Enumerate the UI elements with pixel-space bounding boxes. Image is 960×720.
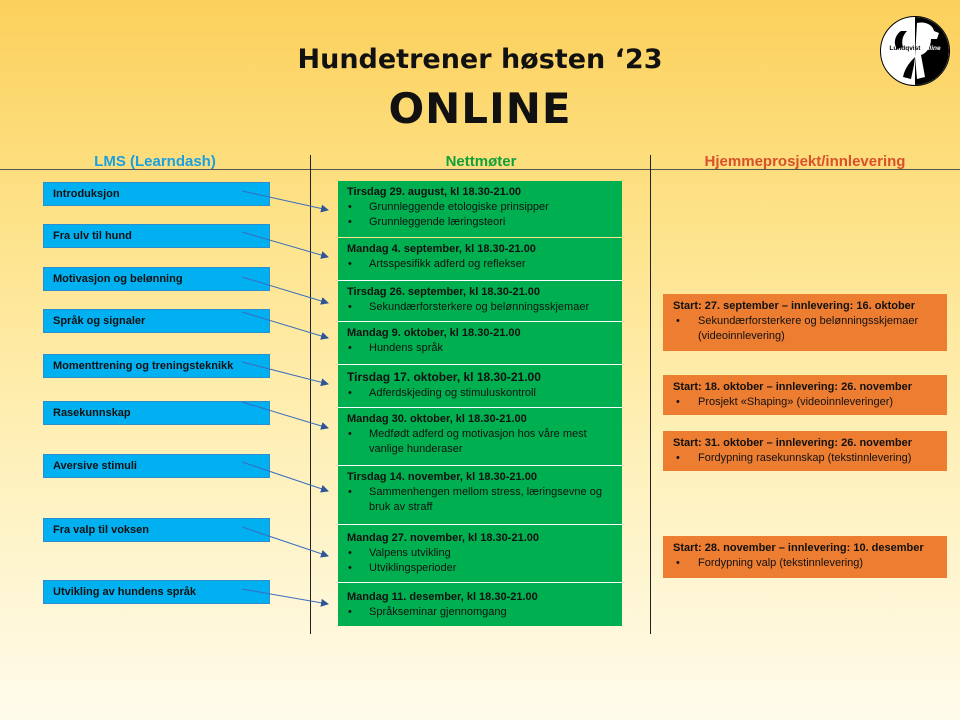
meeting-bullet: • Språkseminar gjennomgang bbox=[347, 605, 616, 620]
meeting-title: Mandag 27. november, kl 18.30-21.00 bbox=[347, 532, 539, 544]
column-heading-nettmoter: Nettmøter bbox=[445, 153, 517, 170]
logo-text: LundqvistOnline bbox=[889, 45, 941, 52]
connector-arrow bbox=[242, 362, 328, 384]
lms-item-aversive-stimuli[interactable]: Aversive stimuli bbox=[43, 454, 270, 478]
meeting-bullet: • Valpens utvikling bbox=[347, 546, 616, 561]
connector-arrow bbox=[242, 589, 328, 604]
page-subtitle: ONLINE bbox=[388, 84, 572, 133]
lms-item-motivasjon[interactable]: Motivasjon og belønning bbox=[43, 267, 270, 291]
homework-title: Start: 27. september – innlevering: 16. oktober bbox=[673, 300, 916, 312]
lms-item-rasekunnskap[interactable]: Rasekunnskap bbox=[43, 401, 270, 425]
meeting-bullet: • Medfødt adferd og motivasjon hos våre mest vanlige hunderaser bbox=[347, 427, 616, 457]
meeting-bullet: • Utviklingsperioder bbox=[347, 561, 616, 576]
lms-item-utvikling-sprak[interactable]: Utvikling av hundens språk bbox=[43, 580, 270, 604]
column-heading-hjemmeprosjekt: Hjemmeprosjekt/innlevering bbox=[704, 153, 906, 170]
meeting-bullet: • Grunnleggende læringsteori bbox=[347, 215, 616, 230]
meeting-title: Mandag 9. oktober, kl 18.30-21.00 bbox=[347, 327, 521, 339]
meeting-title: Mandag 4. september, kl 18.30-21.00 bbox=[347, 243, 536, 255]
connector-arrow bbox=[242, 402, 328, 428]
meeting-bullet: • Artsspesifikk adferd og reflekser bbox=[347, 257, 616, 272]
connector-arrow bbox=[242, 232, 328, 257]
meeting-title: Tirsdag 26. september, kl 18.30-21.00 bbox=[347, 286, 541, 298]
connector-arrow bbox=[242, 277, 328, 303]
meeting-bullet: • Adferdskjeding og stimuluskontroll bbox=[347, 386, 616, 401]
homework-title: Start: 18. oktober – innlevering: 26. november bbox=[673, 381, 913, 393]
homework-bullet: • Sekundærforsterkere og belønningsskjemaer (videoinnlevering) bbox=[673, 314, 941, 344]
meeting-bullet: • Sekundærforsterkere og belønningsskjemaer bbox=[347, 300, 616, 315]
meeting-bullet: • Hundens språk bbox=[347, 341, 616, 356]
connector-arrow bbox=[242, 527, 328, 556]
connector-arrow bbox=[242, 462, 328, 491]
homework-title: Start: 28. november – innlevering: 10. desember bbox=[673, 542, 924, 554]
connector-arrow bbox=[242, 191, 328, 210]
meeting-title: Tirsdag 17. oktober, kl 18.30-21.00 bbox=[347, 370, 541, 384]
meeting-title: Mandag 30. oktober, kl 18.30-21.00 bbox=[347, 413, 527, 425]
homework-bullet: • Fordypning valp (tekstinnlevering) bbox=[673, 556, 941, 571]
lms-item-fra-ulv-til-hund[interactable]: Fra ulv til hund bbox=[43, 224, 270, 248]
page-title: Hundetrener høsten ‘23 bbox=[297, 44, 663, 75]
meeting-title: Mandag 11. desember, kl 18.30-21.00 bbox=[347, 591, 538, 603]
meeting-title: Tirsdag 14. november, kl 18.30-21.00 bbox=[347, 471, 537, 483]
connector-arrow bbox=[242, 312, 328, 338]
meeting-bullet: • Sammenhengen mellom stress, læringsevne og bruk av straff bbox=[347, 485, 616, 515]
lms-item-momenttrening[interactable]: Momenttrening og treningsteknikk bbox=[43, 354, 270, 378]
homework-title: Start: 31. oktober – innlevering: 26. november bbox=[673, 437, 913, 449]
lms-item-fra-valp-til-voksen[interactable]: Fra valp til voksen bbox=[43, 518, 270, 542]
meeting-title: Tirsdag 29. august, kl 18.30-21.00 bbox=[347, 186, 522, 198]
lms-item-introduksjon[interactable]: Introduksjon bbox=[43, 182, 270, 206]
lms-item-sprak-og-signaler[interactable]: Språk og signaler bbox=[43, 309, 270, 333]
meeting-bullet: • Grunnleggende etologiske prinsipper bbox=[347, 200, 616, 215]
homework-bullet: • Prosjekt «Shaping» (videoinnleveringer) bbox=[673, 395, 941, 410]
homework-bullet: • Fordypning rasekunnskap (tekstinnlevering) bbox=[673, 451, 941, 466]
column-heading-lms: LMS (Learndash) bbox=[94, 153, 216, 170]
